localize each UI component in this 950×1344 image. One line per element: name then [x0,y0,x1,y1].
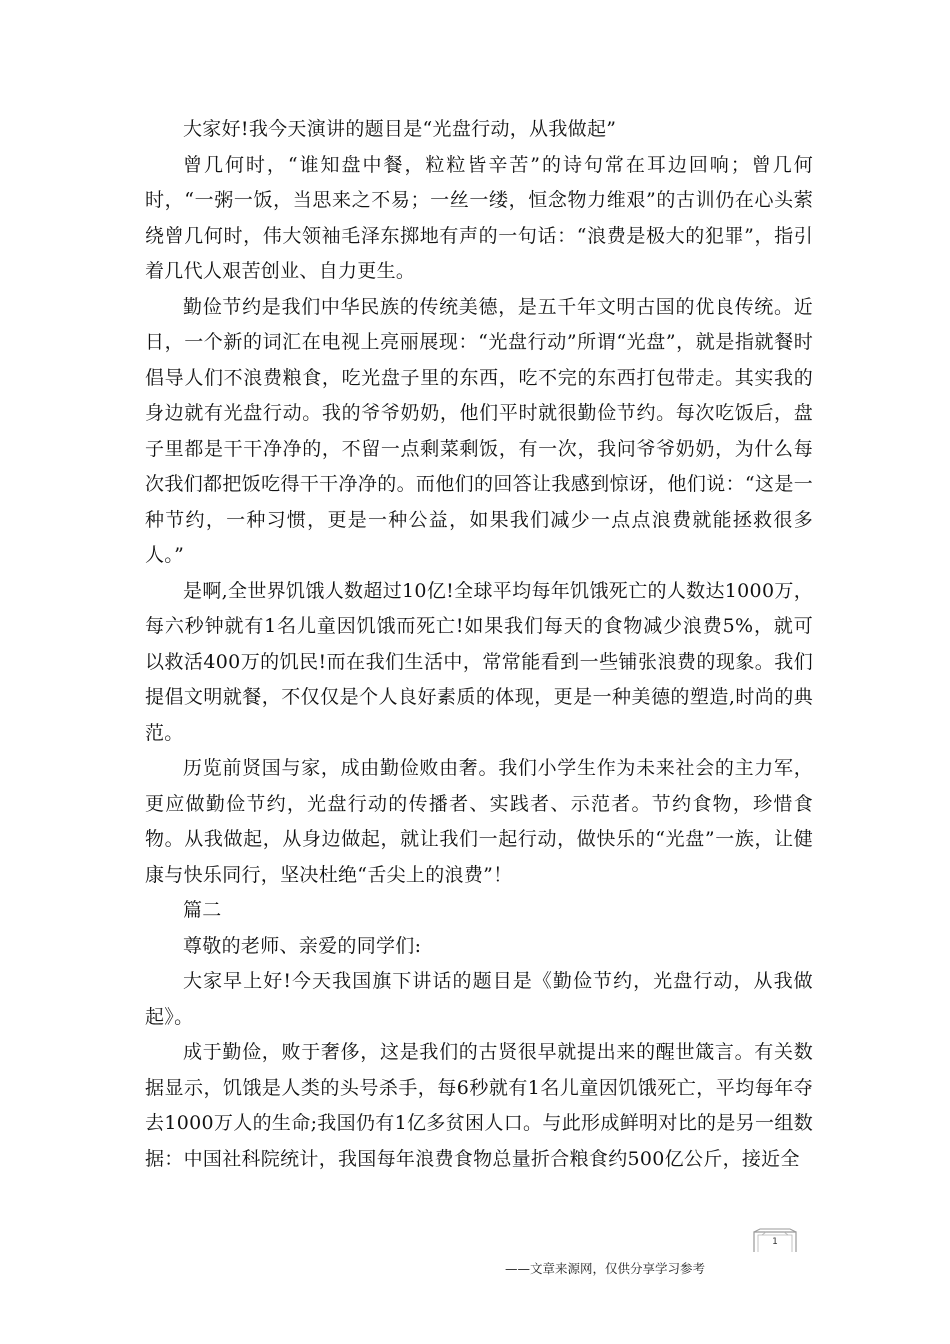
paragraph-hunger-stats: 是啊,全世界饥饿人数超过10亿!全球平均每年饥饿死亡的人数达1000万，每六秒钟就有1名儿童因饥饿而死亡!如果我们每天的食物减少浪费5%，就可以救活400万的饥民!而在我们生活中，常常能看到一些铺张浪费的现象。我们提倡文明就餐，不仅仅是个人良好素质的体现，更是一种美德的塑造,时尚的典范。 [145,579,813,744]
page-number: 1 [772,1237,778,1247]
salutation: 尊敬的老师、亲爱的同学们: [183,934,422,957]
paragraph-intro: 大家好!我今天演讲的题目是“光盘行动，从我做起” [183,118,617,140]
source-note: ——文章来源网，仅供分享学习参考 [505,1261,706,1276]
section-heading-part-two: 篇二 [183,899,222,921]
paragraph-thrift-virtue: 勤俭节约是我们中华民族的传统美德，是五千年文明古国的优良传统。近日，一个新的词汇在电视上亮丽展现：“光盘行动”所谓“光盘”，就是指就餐时倡导人们不浪费粮食，吃光盘子里的东西，吃不完的东西打包带走。其实我的身边就有光盘行动。我的爷爷奶奶，他们平时就很勤俭节约。每次吃饭后，盘子里都是干干净净的，不留一点剩菜剩饭，有一次，我问爷爷奶奶，为什么每次我们都把饭吃得干干净净的。而他们的回答让我感到惊讶，他们说：“这是一种节约，一种习惯，更是一种公益，如果我们减少一点点浪费就能拯救很多人。” [145,295,813,566]
document-body [145,112,813,1177]
paragraph-ancient-proverb: 成于勤俭，败于奢侈，这是我们的古贤很早就提出来的醒世箴言。有关数据显示，饥饿是人类的头号杀手，每6秒就有1名儿童因饥饿死亡，平均每年夺去1000万人的生命;我国仍有1亿多贫困人口。与此形成鲜明对比的是另一组数据：中国社科院统计，我国每年浪费食物总量折合粮食约500亿公斤，接近全 [145,1041,813,1170]
page-number-badge [752,1228,798,1254]
paragraph-greeting-topic: 大家早上好!今天我国旗下讲话的题目是《勤俭节约，光盘行动，从我做起》。 [145,970,813,1028]
paragraph-call-to-action: 历览前贤国与家，成由勤俭败由奢。我们小学生作为未来社会的主力军，更应做勤俭节约，光盘行动的传播者、实践者、示范者。节约食物，珍惜食物。从我做起，从身边做起，就让我们一起行动，做快乐的“光盘”一族，让健康与快乐同行，坚决杜绝“舌尖上的浪费”！ [145,757,813,886]
paragraph-once-upon: 曾几何时，“谁知盘中餐，粒粒皆辛苦”的诗句常在耳边回响；曾几何时，“一粥一饭，当思来之不易；一丝一缕，恒念物力维艰”的古训仍在心头萦绕曾几何时，伟大领袖毛泽东掷地有声的一句话：“浪费是极大的犯罪”，指引着几代人艰苦创业、自力更生。 [145,153,813,282]
